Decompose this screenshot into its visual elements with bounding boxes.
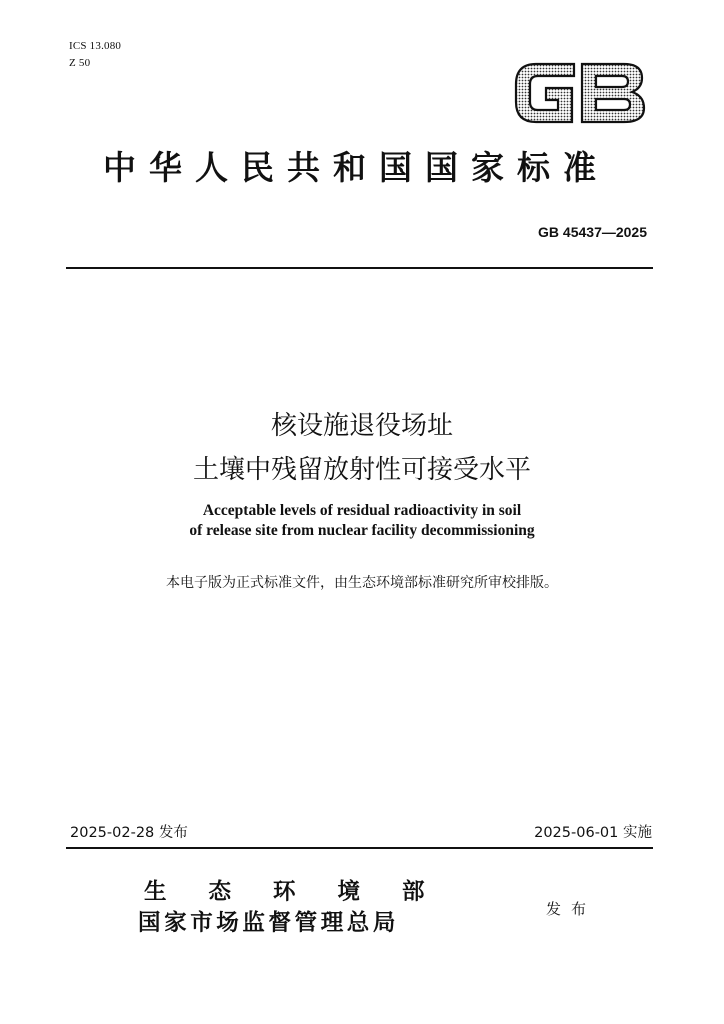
english-title-line-2: of release site from nuclear facility decommissioning (189, 522, 535, 539)
issue-date: 2025-02-28 发布 (70, 825, 188, 841)
top-divider (66, 267, 653, 269)
chinese-title-line-1: 核设施退役场址 (270, 411, 453, 441)
gb-logo (512, 58, 648, 128)
ics-code: ICS 13.080 (69, 40, 122, 52)
gb-logo-text: GB (512, 58, 514, 59)
issuer-samr: 国家市场监督管理总局 (138, 910, 400, 936)
issuer-ministry: 生态环境部 (144, 879, 467, 905)
edition-note: 本电子版为正式标准文件，由生态环境部标准研究所审校排版。 (166, 575, 558, 591)
standard-type-title: 中华人民共和国国家标准 (103, 148, 609, 187)
standard-number: GB 45437—2025 (538, 224, 647, 240)
ccs-code: Z 50 (69, 57, 91, 69)
bottom-divider (66, 847, 653, 849)
publish-label: 发布 (546, 900, 597, 918)
english-title-line-1: Acceptable levels of residual radioactivity in soil (202, 502, 522, 519)
chinese-title-line-2: 土壤中残留放射性可接受水平 (192, 455, 531, 485)
implementation-date: 2025-06-01 实施 (534, 825, 652, 841)
